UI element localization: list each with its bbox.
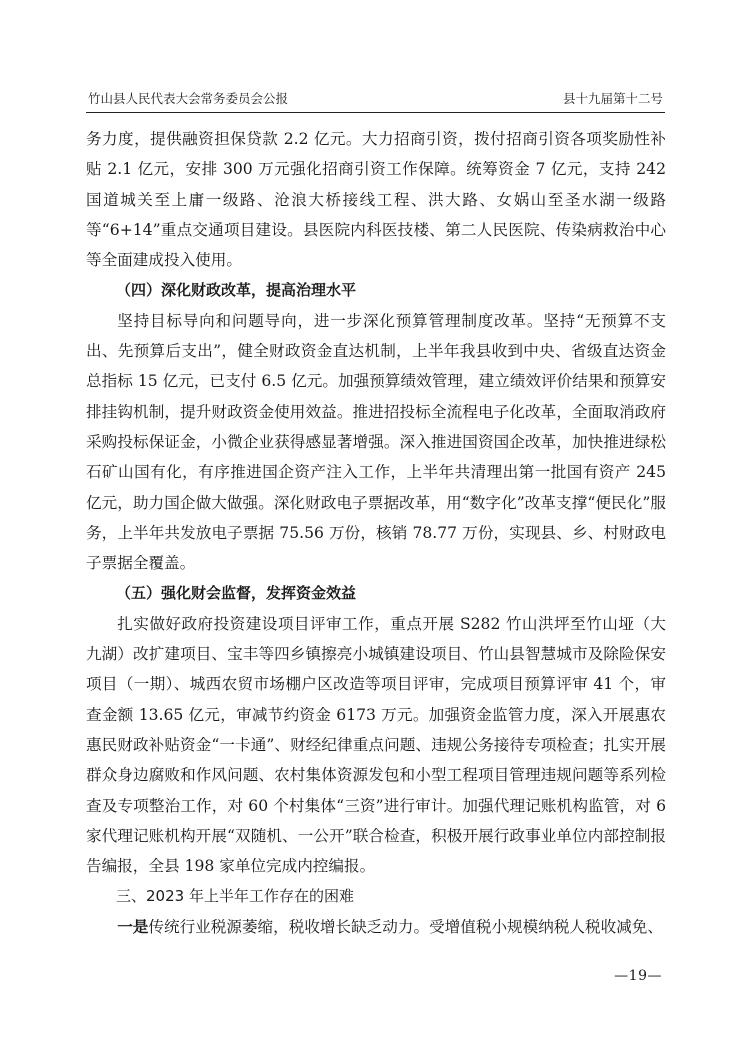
page-number: —19— (614, 968, 662, 984)
issue-number: 县十九届第十二号 (562, 91, 663, 106)
section-heading-5: （五）强化财会监督，发挥资金效益 (116, 584, 357, 603)
bulletin-title: 竹山县人民代表大会常务委员会公报 (88, 91, 289, 106)
paragraph-difficulty-one (86, 912, 666, 942)
document-body (86, 124, 666, 942)
page-header (86, 86, 665, 113)
paragraph-text: 传统行业税源萎缩，税收增长缺乏动力。受增值税小规模纳税人税收减免、 (148, 917, 663, 936)
section-heading-4: （四）深化财政改革，提高治理水平 (116, 281, 357, 300)
paragraph-fiscal-reform: 坚持目标导向和问题导向，进一步深化预算管理制度改革。坚持“无预算不支出、先预算后支出”，健全财政资金直达机制，上半年我县收到中央、省级直达资金总指标 15 亿元，已支付 6.5 亿元。加强预算绩效管理，建立绩效评价结果和预算安排挂钩机制，提升财政资金使用效益。推进招投标全流程电子化改革，全面取消政府采购投标保证金，小微企业获得感显著增强。深入推进国资国企改革，加快推进绿松石矿山国有化，有序推进国企资产注入工作，上半年共清理出第一批国有资产 245 亿元，助力国企做大做强。深化财政电子票据改革，用“数字化”改革支撑“便民化”服务，上半年共发放电子票据 75.56 万份，核销 78.77 万份，实现县、乡、村财政电子票据全覆盖。 (86, 311, 666, 573)
section-heading-difficulties: 三、2023 年上半年工作存在的困难 (116, 887, 354, 906)
paragraph-lead: 一是 (117, 917, 149, 936)
paragraph-continued: 务力度，提供融资担保贷款 2.2 亿元。大力招商引资，拨付招商引资各项奖励性补贴 2.1 亿元，安排 300 万元强化招商引资工作保障。统筹资金 7 亿元，支持 242 国道城关至上庸一级路、沧浪大桥接线工程、洪大路、女娲山至圣水湖一级路等“6+14”重点交通项目建设。县医院内科医技楼、第二人民医院、传染病救治中心等全面建成投入使用。 (86, 130, 666, 270)
paragraph-financial-supervision: 扎实做好政府投资建设项目评审工作，重点开展 S282 竹山洪坪至竹山垭（大九湖）改扩建项目、宝丰等四乡镇擦亮小城镇建设项目、竹山县智慧城市及除险保安项目（一期）、城西农贸市场棚户区改造等项目评审，完成项目预算评审 41 个，审查金额 13.65 亿元，审减节约资金 6173 万元。加强资金监管力度，深入开展惠农惠民财政补贴资金“一卡通”、财经纪律重点问题、违规公务接待专项检查；扎实开展群众身边腐败和作风问题、农村集体资源发包和小型工程项目管理违规问题等系列检查及专项整治工作，对 60 个村集体“三资”进行审计。加强代理记账机构监管，对 6 家代理记账机构开展“双随机、一公开”联合检查，积极开展行政事业单位内部控制报告编报，全县 198 家单位完成内控编报。 (86, 614, 666, 876)
